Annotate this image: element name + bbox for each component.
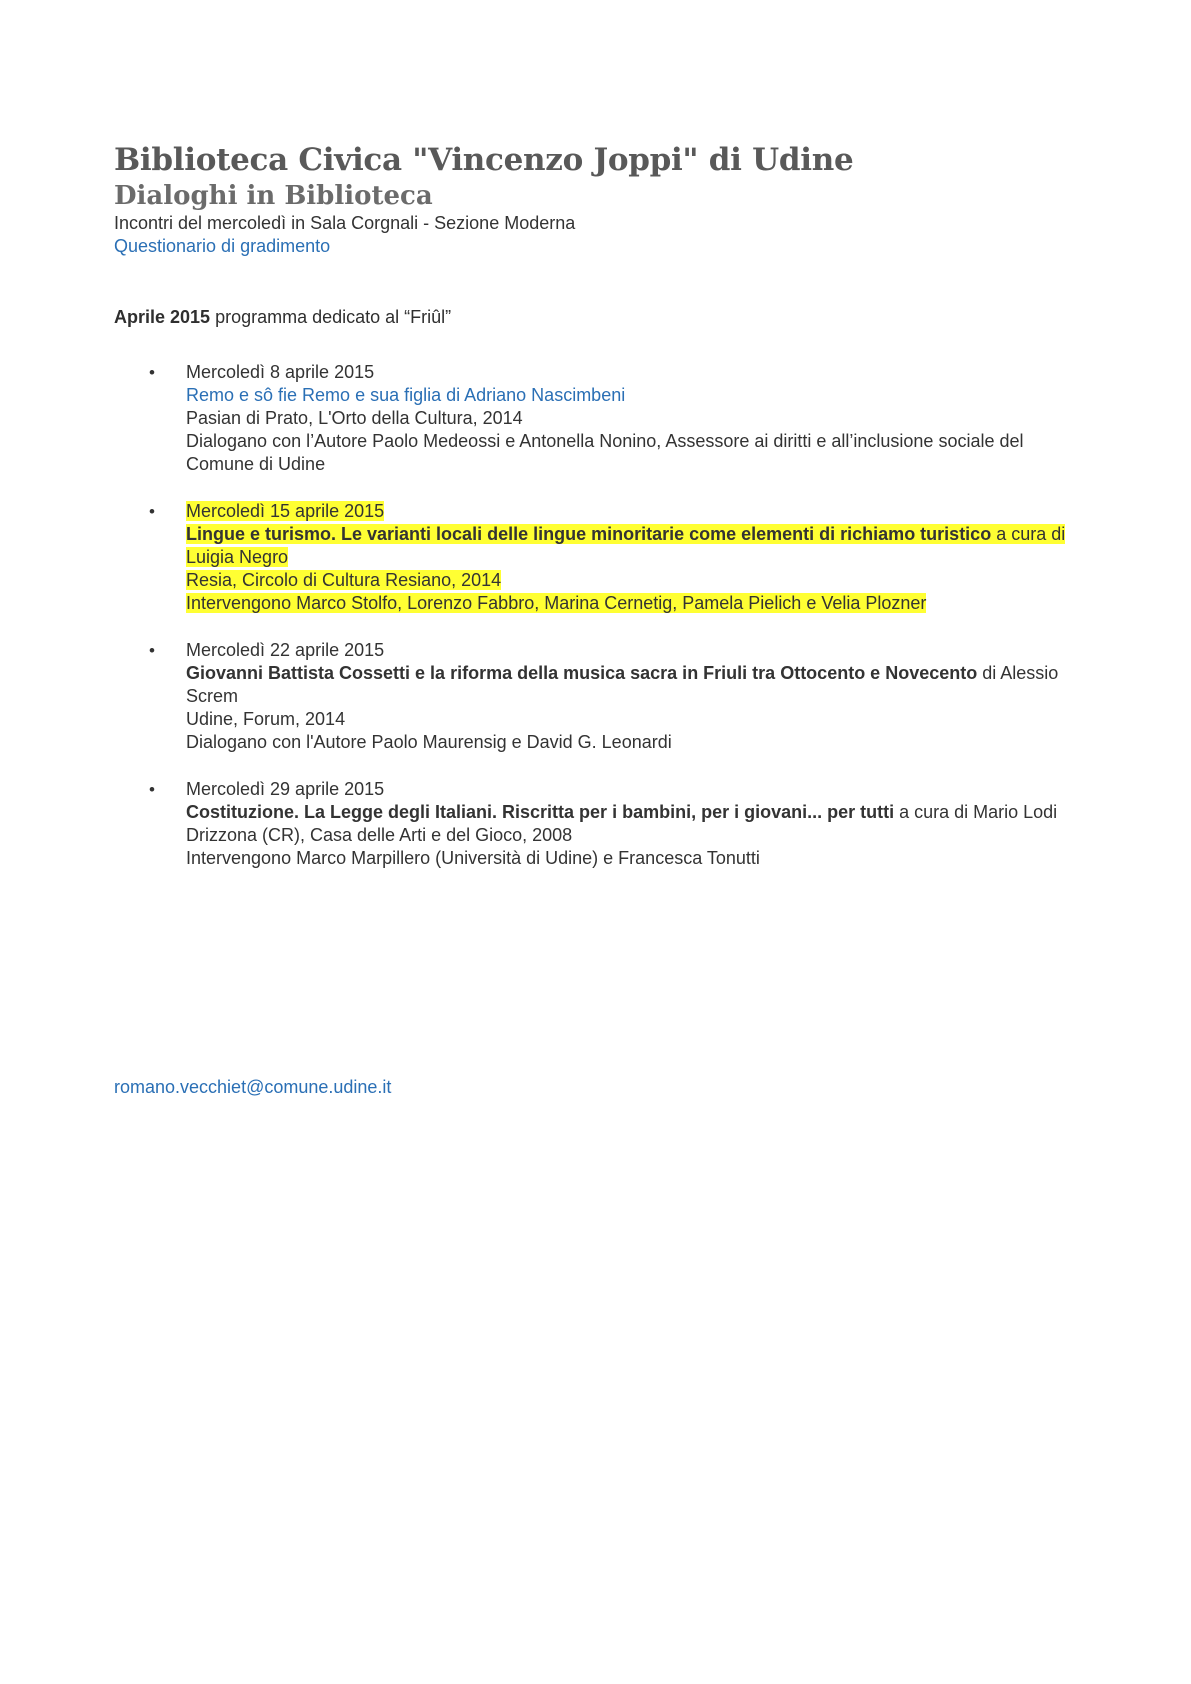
event-book-link[interactable]: Remo e sô fie Remo e sua figlia di Adriano Nascimbeni <box>186 385 626 405</box>
program-intro <box>114 306 1074 329</box>
event-item <box>114 639 1074 754</box>
event-book-author: di Alessio Screm <box>186 663 1059 706</box>
contact-email-link[interactable]: romano.vecchiet@comune.udine.it <box>114 1077 392 1097</box>
event-book-author: a cura di Luigia Negro <box>186 524 1066 567</box>
event-book-author: a cura di Mario Lodi <box>894 802 1058 822</box>
program-month: Aprile 2015 <box>114 307 211 327</box>
page-subtitle: Dialoghi in Biblioteca <box>114 181 433 211</box>
program-theme: programma dedicato al “Friûl” <box>210 307 452 327</box>
bullet-icon: • <box>149 641 155 660</box>
event-item-highlighted <box>114 500 1074 615</box>
survey-link[interactable]: Questionario di gradimento <box>114 236 331 256</box>
bullet-icon: • <box>149 502 155 521</box>
event-date: Mercoledì 29 aprile 2015 <box>186 779 385 799</box>
series-description: Incontri del mercoledì in Sala Corgnali - Sezione Moderna <box>114 213 576 233</box>
event-item <box>114 778 1074 870</box>
event-publisher: Resia, Circolo di Cultura Resiano, 2014 <box>186 570 502 590</box>
event-date: Mercoledì 15 aprile 2015 <box>186 501 385 521</box>
event-speakers: Intervengono Marco Marpillero (Università di Udine) e Francesca Tonutti <box>186 848 760 868</box>
event-publisher: Drizzona (CR), Casa delle Arti e del Gioco, 2008 <box>186 825 573 845</box>
bullet-icon: • <box>149 780 155 799</box>
event-publisher: Pasian di Prato, L'Orto della Cultura, 2014 <box>186 408 523 428</box>
event-publisher: Udine, Forum, 2014 <box>186 709 346 729</box>
event-item <box>114 361 1074 476</box>
event-book-title: Giovanni Battista Cossetti e la riforma della musica sacra in Friuli tra Ottocento e Novecento <box>186 663 978 683</box>
event-speakers: Dialogano con l'Autore Paolo Maurensig e David G. Leonardi <box>186 732 672 752</box>
event-list <box>114 361 1074 870</box>
document-page <box>114 140 1074 894</box>
event-date: Mercoledì 22 aprile 2015 <box>186 640 385 660</box>
event-speakers: Dialogano con l’Autore Paolo Medeossi e Antonella Nonino, Assessore ai diritti e all’inclusione sociale del Comune di Udine <box>186 431 1024 474</box>
event-book-title: Costituzione. La Legge degli Italiani. Riscritta per i bambini, per i giovani... per tutti <box>186 802 895 822</box>
event-book-title: Lingue e turismo. Le varianti locali delle lingue minoritarie come elementi di richiamo turistico <box>186 524 992 544</box>
bullet-icon: • <box>149 363 155 382</box>
page-title: Biblioteca Civica "Vincenzo Joppi" di Udine <box>114 142 854 178</box>
event-speakers: Intervengono Marco Stolfo, Lorenzo Fabbro, Marina Cernetig, Pamela Pielich e Velia Plozner <box>186 593 927 613</box>
event-date: Mercoledì 8 aprile 2015 <box>186 362 375 382</box>
